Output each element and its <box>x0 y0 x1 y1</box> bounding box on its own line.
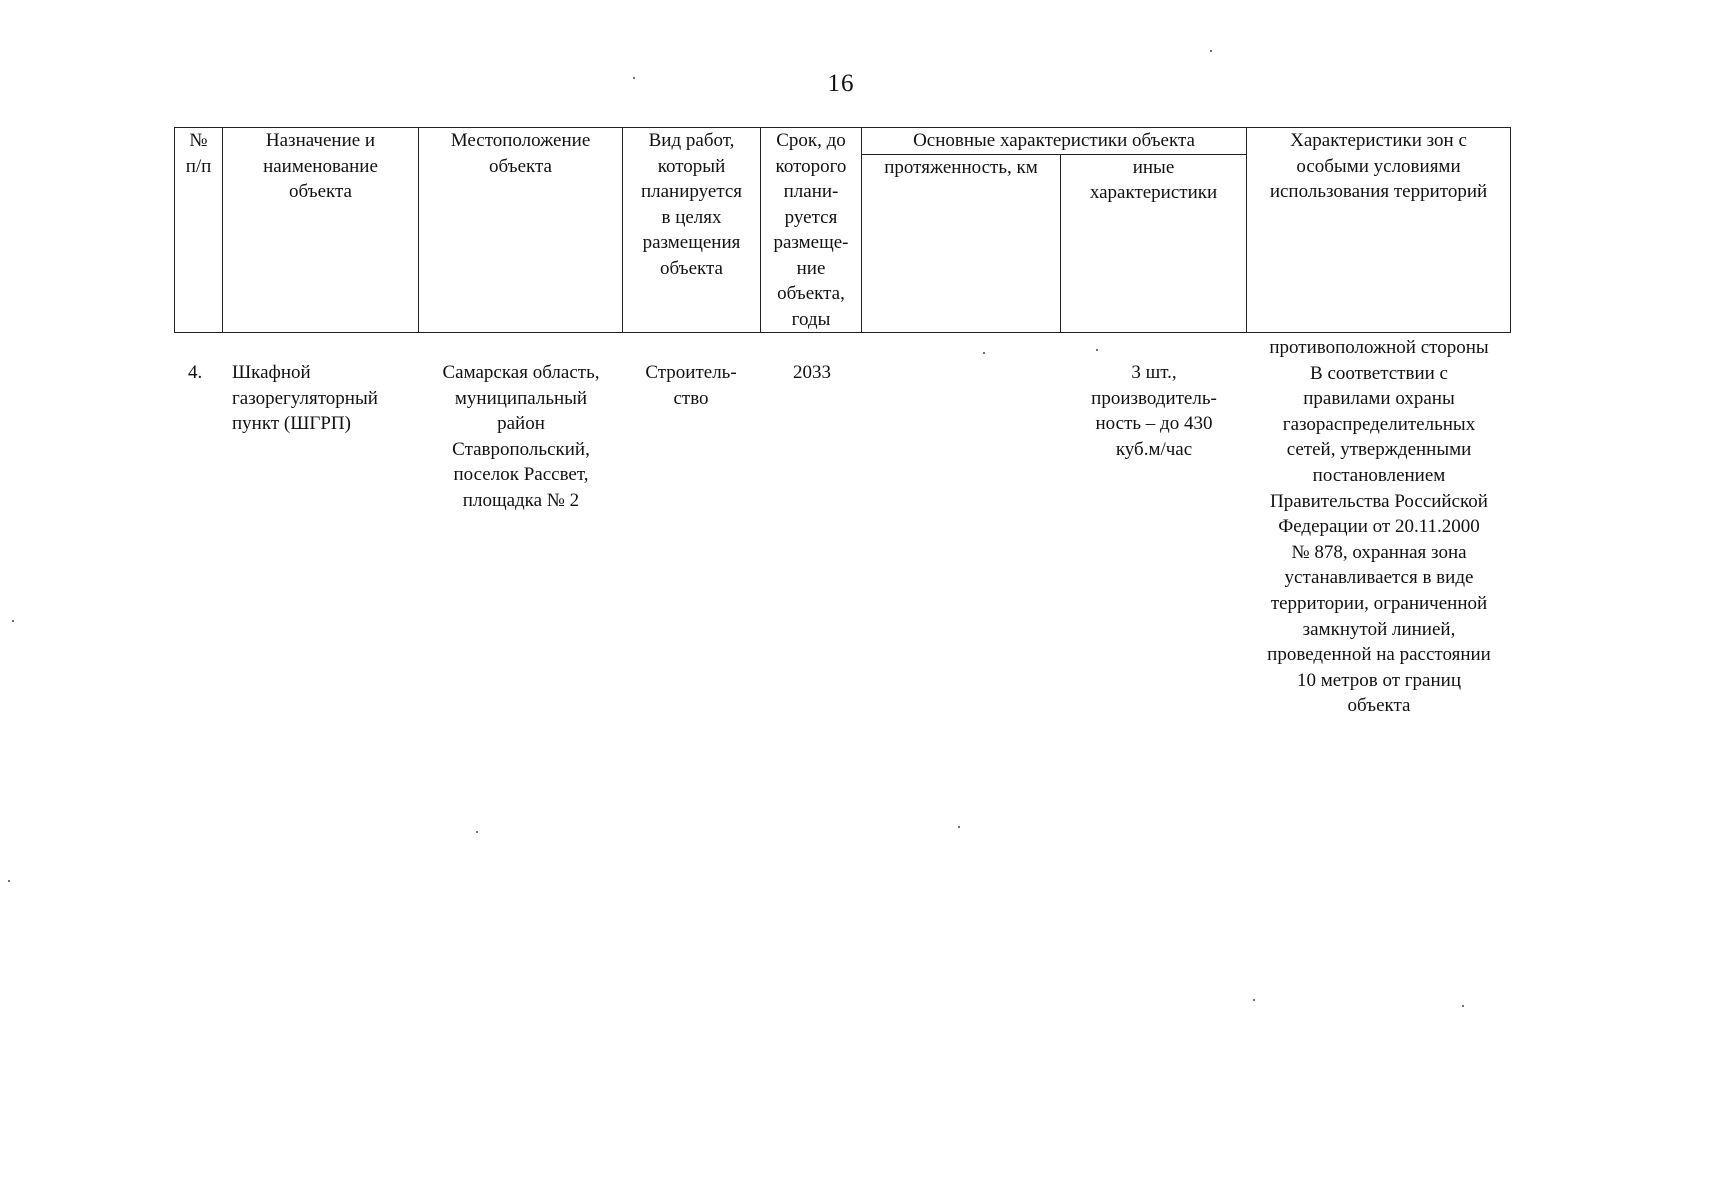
text-line: газораспределительных <box>1282 413 1476 435</box>
page-number: 16 <box>827 70 855 97</box>
text-line: особыми условиями <box>1296 155 1461 177</box>
text-line: объекта <box>1347 695 1411 717</box>
text-line: В соответствии с <box>1310 362 1448 384</box>
header-name <box>223 128 419 333</box>
text-line: размеще- <box>773 232 849 253</box>
text-line: район <box>497 413 545 435</box>
text-line: замкнутой линией, <box>1302 618 1456 640</box>
text-line: Характеристики зон с <box>1290 130 1467 151</box>
text-line: который <box>657 155 726 177</box>
text-line: Федерации от 20.11.2000 <box>1278 516 1480 538</box>
header-zones <box>1247 128 1511 333</box>
text-line: Назначение и <box>265 130 376 151</box>
scan-speck <box>1210 50 1212 52</box>
row-work-type <box>628 360 754 411</box>
header-table <box>174 127 1511 333</box>
text-line: правилами охраны <box>1303 388 1455 410</box>
text-line: производитель- <box>1091 387 1217 409</box>
text-line: плани- <box>783 181 839 202</box>
text-line: Правительства Российской <box>1270 490 1488 512</box>
text-line: объекта <box>489 155 552 177</box>
text-line: иные <box>1132 156 1175 178</box>
text-line: постановлением <box>1312 464 1446 486</box>
header-num <box>175 128 223 333</box>
scan-speck <box>983 352 985 354</box>
scan-speck <box>476 831 478 833</box>
scan-speck <box>958 826 960 828</box>
header-work-type <box>623 128 761 333</box>
text-line: 3 шт., <box>1131 362 1177 383</box>
text-line: 10 метров от границ <box>1297 669 1461 691</box>
text-line: противоположной стороны <box>1269 337 1489 358</box>
text-line: объекта <box>289 181 352 202</box>
text-line: ние <box>796 257 826 279</box>
text-line: Вид работ, <box>648 130 735 151</box>
scan-speck <box>633 77 635 79</box>
text-line: в целях <box>661 206 722 228</box>
text-line: объекта <box>660 257 723 279</box>
scan-speck <box>1096 349 1098 351</box>
header-other-characteristics <box>1061 154 1247 333</box>
text-line: куб.м/час <box>1115 438 1193 460</box>
text-line: Строитель- <box>645 362 737 383</box>
row-number: 4. <box>188 362 203 383</box>
header-length: протяженность, км <box>862 154 1061 333</box>
text-line: газорегуляторный <box>232 387 378 409</box>
row-zone-characteristics <box>1252 335 1506 719</box>
text-line: территории, ограниченной <box>1270 592 1488 614</box>
text-line: сетей, утвержденными <box>1286 439 1472 461</box>
text-line: которого <box>775 155 847 177</box>
scan-speck <box>8 880 10 882</box>
text-line: Самарская область, <box>442 362 600 383</box>
header-term <box>761 128 862 333</box>
scan-speck <box>12 620 14 622</box>
text-line: использования территорий <box>1269 181 1488 202</box>
row-term: 2033 <box>793 362 831 383</box>
text-line: муниципальный <box>454 387 588 409</box>
text-line: п/п <box>185 155 212 177</box>
text-line: пункт (ШГРП) <box>232 413 351 435</box>
header-location <box>419 128 623 333</box>
row-location <box>426 360 616 514</box>
text-line: Местоположение <box>450 130 591 151</box>
text-line: планируется <box>640 181 743 202</box>
text-line: руется <box>784 206 838 228</box>
row-other-characteristics <box>1066 360 1242 462</box>
row-object-name <box>232 360 412 437</box>
text-line: Ставропольский, <box>452 438 590 460</box>
text-line: Шкафной <box>232 362 311 383</box>
text-line: проведенной на расстоянии <box>1267 644 1491 666</box>
header-main-characteristics: Основные характеристики объекта <box>862 128 1247 155</box>
scan-speck <box>1253 999 1255 1001</box>
text-line: объекта, <box>777 283 845 304</box>
text-line: наименование <box>263 155 378 177</box>
text-line: № 878, охранная зона <box>1291 541 1467 563</box>
text-line: поселок Рассвет, <box>453 464 589 486</box>
text-line: площадка № 2 <box>462 489 580 511</box>
scan-speck <box>1462 1005 1464 1007</box>
text-line: ность – до 430 <box>1095 413 1213 435</box>
text-line: размещения <box>642 232 741 253</box>
text-line: устанавливается в виде <box>1284 567 1474 589</box>
text-line: характеристики <box>1089 182 1218 203</box>
text-line: ство <box>673 387 709 409</box>
text-line: № <box>189 130 208 151</box>
text-line: Срок, до <box>776 130 846 151</box>
text-line: годы <box>791 308 831 330</box>
